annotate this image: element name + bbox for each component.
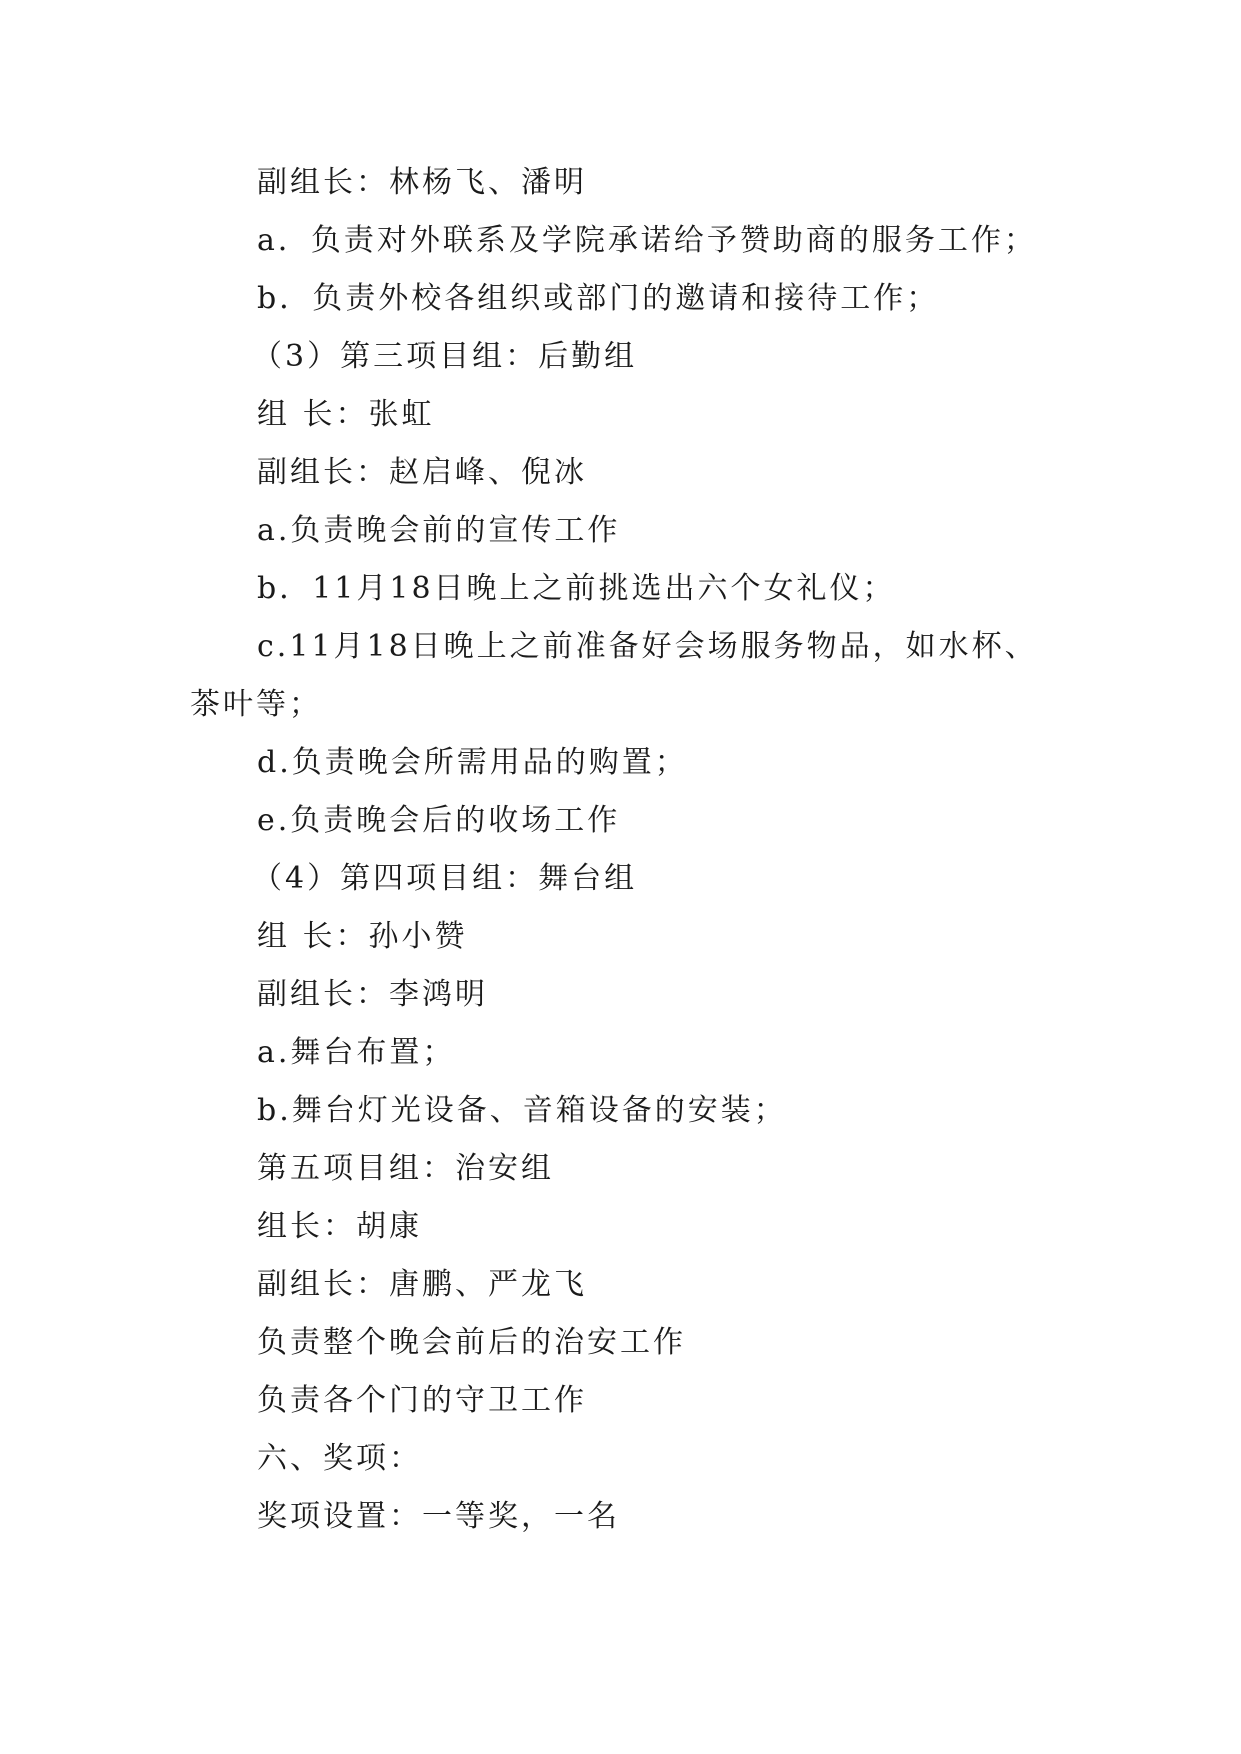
section-heading-group5: 第五项目组：治安组 (257, 1151, 554, 1186)
duty-item-a-group4: a.舞台布置； (257, 1035, 456, 1070)
duty-item-d-group3: d.负责晚会所需用品的购置； (257, 745, 688, 780)
vice-leader-group4: 副组长：李鸿明 (257, 977, 488, 1012)
duty-item-e-group3: e.负责晚会后的收场工作 (257, 803, 621, 838)
duty-item-c-continuation: 茶叶等； (190, 687, 322, 722)
section-heading-awards: 六、奖项： (257, 1441, 422, 1476)
section-heading-group3: （3）第三项目组：后勤组 (252, 339, 638, 374)
duty-item-1-group5: 负责整个晚会前后的治安工作 (257, 1325, 686, 1360)
duty-item-a-group2: a．负责对外联系及学院承诺给予赞助商的服务工作； (257, 223, 1037, 258)
vice-leader-group5: 副组长：唐鹏、严龙飞 (257, 1267, 587, 1302)
duty-item-c-group3: c.11月18日晚上之前准备好会场服务物品，如水杯、 (257, 629, 1038, 664)
leader-group3: 组 长：张虹 (257, 397, 435, 432)
vice-leader-group3: 副组长：赵启峰、倪冰 (257, 455, 587, 490)
section-heading-group4: （4）第四项目组：舞台组 (252, 861, 638, 896)
duty-item-b-group4: b.舞台灯光设备、音箱设备的安装； (257, 1093, 787, 1128)
duty-item-2-group5: 负责各个门的守卫工作 (257, 1383, 587, 1418)
vice-leader-group2: 副组长：林杨飞、潘明 (257, 165, 587, 200)
duty-item-a-group3: a.负责晚会前的宣传工作 (257, 513, 621, 548)
leader-group5: 组长：胡康 (257, 1209, 422, 1244)
award-settings: 奖项设置：一等奖，一名 (257, 1499, 620, 1534)
duty-item-b-group3: b．11月18日晚上之前挑选出六个女礼仪； (257, 571, 896, 606)
duty-item-b-group2: b．负责外校各组织或部门的邀请和接待工作； (257, 281, 940, 316)
leader-group4: 组 长：孙小赞 (257, 919, 468, 954)
